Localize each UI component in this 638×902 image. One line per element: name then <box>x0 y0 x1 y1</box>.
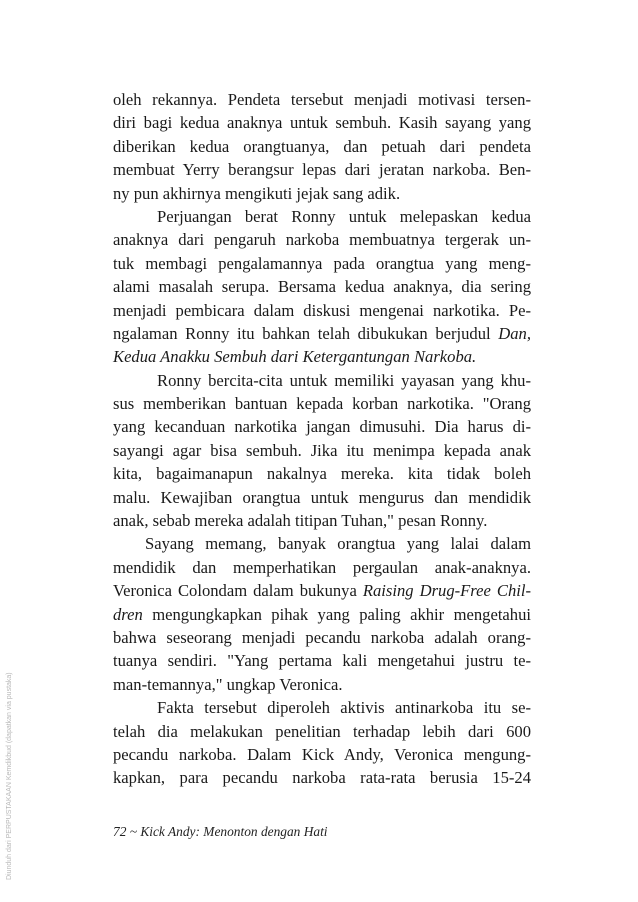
text-line <box>113 743 531 766</box>
text-span: Fakta tersebut diperoleh aktivis antinarkoba itu se- <box>157 698 531 718</box>
text-span: Sayang memang, banyak orangtua yang lalai dalam <box>145 534 531 554</box>
text-span: mendidik dan memperhatikan pergaulan anak-anaknya. <box>113 557 531 577</box>
text-line <box>113 626 531 649</box>
text-line <box>113 135 531 158</box>
text-line <box>113 322 531 345</box>
text-span: anak, sebab mereka adalah titipan Tuhan," pesan Ronny. <box>113 511 488 531</box>
text-line <box>113 299 531 322</box>
text-line <box>113 556 531 579</box>
text-span: diri bagi kedua anaknya untuk sembuh. Kasih sayang yang <box>113 113 531 133</box>
text-span: membuat Yerry berangsur lepas dari jeratan narkoba. Ben- <box>113 160 531 180</box>
text-line <box>113 345 531 368</box>
text-span: sayangi agar bisa sembuh. Jika itu menimpa kepada anak <box>113 440 531 460</box>
text-span: telah dia melakukan penelitian terhadap lebih dari 600 <box>113 721 531 741</box>
text-span: ngalaman Ronny itu bahkan telah dibukukan berjudul <box>113 323 499 343</box>
text-span: pecandu narkoba. Dalam Kick Andy, Veronica mengung- <box>113 744 531 764</box>
text-span: tuanya sendiri. "Yang pertama kali mengetahui justru te- <box>113 651 531 671</box>
book-title-italic: Dan, <box>498 323 531 343</box>
text-line <box>113 88 531 111</box>
text-line <box>113 158 531 181</box>
text-span: Ronny bercita-cita untuk memiliki yayasan yang khu- <box>157 370 531 390</box>
text-line <box>113 673 531 696</box>
text-line <box>113 579 531 602</box>
side-watermark: Diunduh dari PERPUSTAKAAN Kemdikbud (dapatkan via pustaka) <box>6 672 13 880</box>
text-line <box>113 766 531 789</box>
text-span: diberikan kedua orangtuanya, dan petuah dari pendeta <box>113 136 531 156</box>
text-span: tuk membagi pengalamannya pada orangtua yang meng- <box>113 253 531 273</box>
text-line <box>113 509 531 532</box>
book-title-italic: Raising Drug-Free Chil- <box>362 581 531 601</box>
text-line <box>113 182 531 205</box>
text-span: kita, bagaimanapun nakalnya mereka. kita tidak boleh <box>113 464 531 484</box>
text-span: kapkan, para pecandu narkoba rata-rata berusia 15-24 <box>113 768 531 788</box>
text-span: alami masalah serupa. Bersama kedua anaknya, dia sering <box>113 277 531 297</box>
text-line <box>113 275 531 298</box>
text-span: yang kecanduan narkotika jangan dimusuhi. Dia harus di- <box>113 417 531 437</box>
paragraph-start-line <box>113 532 531 555</box>
text-line <box>113 486 531 509</box>
text-span: Perjuangan berat Ronny untuk melepaskan kedua <box>157 206 531 226</box>
text-span: man-temannya," ungkap Veronica. <box>113 674 343 694</box>
text-span: Veronica Colondam dalam bukunya <box>113 581 363 601</box>
text-span: ny pun akhirnya mengikuti jejak sang adik. <box>113 183 401 203</box>
paragraph-start-line <box>113 205 531 228</box>
text-span: oleh rekannya. Pendeta tersebut menjadi motivasi tersen- <box>113 90 531 109</box>
book-title-italic: Kedua Anakku Sembuh dari Ketergantungan Narkoba. <box>113 347 477 367</box>
text-line <box>113 228 531 251</box>
text-line <box>113 111 531 134</box>
text-line <box>113 252 531 275</box>
body-text <box>113 88 531 790</box>
text-line <box>113 462 531 485</box>
text-line <box>113 603 531 626</box>
text-line <box>113 439 531 462</box>
text-span: anaknya dari pengaruh narkoba membuatnya tergerak un- <box>113 230 531 250</box>
paragraph-start-line <box>113 696 531 719</box>
text-line <box>113 392 531 415</box>
book-title-italic: dren <box>113 604 143 624</box>
page-footer: 72 ~ Kick Andy: Menonton dengan Hati <box>113 824 328 839</box>
paragraph-start-line <box>113 369 531 392</box>
text-span: bahwa seseorang menjadi pecandu narkoba adalah orang- <box>113 627 531 647</box>
text-line <box>113 415 531 438</box>
text-line <box>113 720 531 743</box>
text-span: mengungkapkan pihak yang paling akhir mengetahui <box>142 604 531 624</box>
text-span: malu. Kewajiban orangtua untuk mengurus dan mendidik <box>113 487 531 507</box>
text-span: menjadi pembicara dalam diskusi mengenai narkotika. Pe- <box>113 300 531 320</box>
text-line <box>113 649 531 672</box>
text-span: sus memberikan bantuan kepada korban narkotika. "Orang <box>113 394 531 414</box>
